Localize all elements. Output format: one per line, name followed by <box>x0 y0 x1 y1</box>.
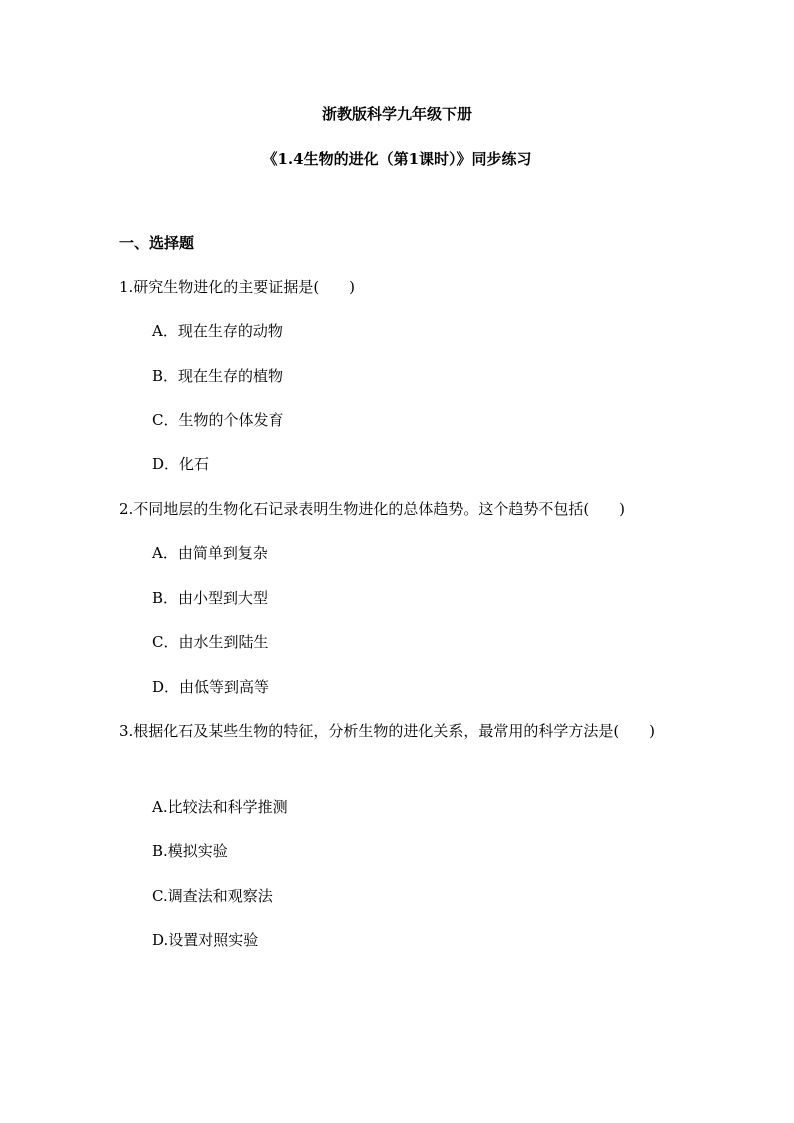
question-3-option-a: A.比较法和科学推测 <box>152 798 288 816</box>
question-3-option-b: B.模拟实验 <box>152 842 228 860</box>
question-1-option-b: B．现在生存的植物 <box>152 367 284 385</box>
question-1-option-a: A．现在生存的动物 <box>152 322 283 340</box>
question-3-stem: 3.根据化石及某些生物的特征，分析生物的进化关系，最常用的科学方法是( ) <box>119 722 656 740</box>
document-subtitle: 《1.4生物的进化（第1课时）》同步练习 <box>262 150 532 168</box>
document-title: 浙教版科学九年级下册 <box>321 105 472 123</box>
question-3-option-c: C.调查法和观察法 <box>152 887 273 905</box>
question-1-option-d: D．化石 <box>152 455 210 473</box>
question-2-option-b: B．由小型到大型 <box>152 589 269 607</box>
question-2-option-a: A．由简单到复杂 <box>152 544 268 562</box>
question-2-option-d: D．由低等到高等 <box>152 678 270 696</box>
section-heading: 一、选择题 <box>119 234 195 252</box>
question-1-stem: 1.研究生物进化的主要证据是( ) <box>119 278 356 296</box>
question-2-stem: 2.不同地层的生物化石记录表明生物进化的总体趋势。这个趋势不包括( ) <box>119 500 626 518</box>
question-1-option-c: C．生物的个体发育 <box>152 411 284 429</box>
question-3-option-d: D.设置对照实验 <box>152 931 259 949</box>
question-2-option-c: C．由水生到陆生 <box>152 633 269 651</box>
